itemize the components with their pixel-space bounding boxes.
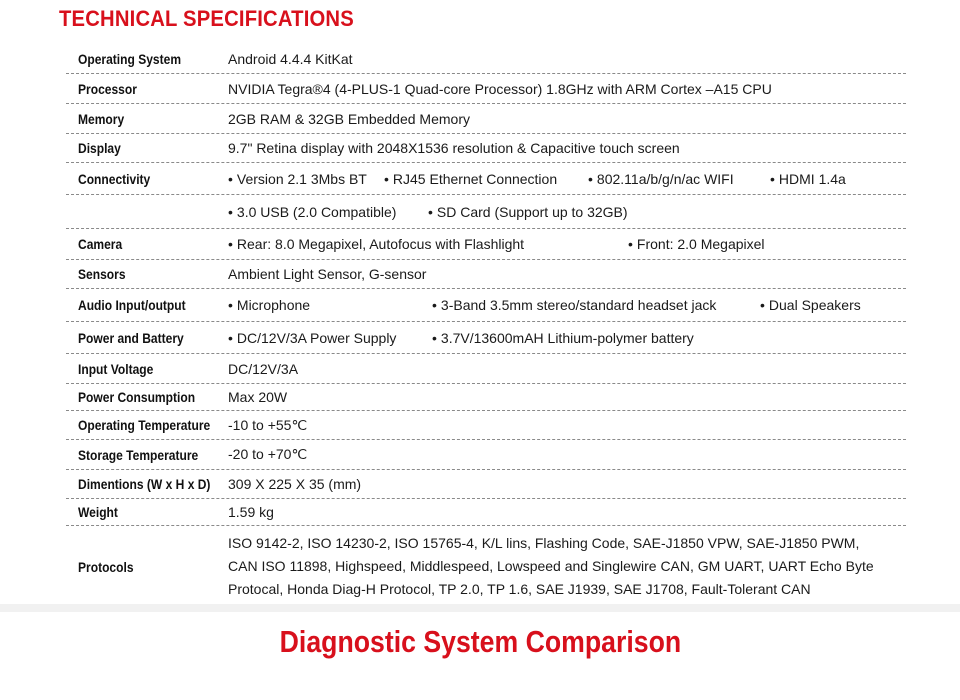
- spec-value: Android 4.4.4 KitKat: [228, 50, 353, 67]
- spec-label: Input Voltage: [78, 360, 154, 377]
- spec-value: Ambient Light Sensor, G-sensor: [228, 266, 427, 282]
- spec-label: Power and Battery: [78, 329, 184, 346]
- spec-label: Sensors: [78, 266, 126, 282]
- spec-row-input-voltage: [66, 354, 906, 384]
- protocol-line: ISO 9142-2, ISO 14230-2, ISO 15765-4, K/L lins, Flashing Code, SAE-J1850 VPW, SAE-J1850 PWM,: [228, 535, 860, 551]
- spec-label: Protocols: [78, 558, 134, 575]
- page-title: TECHNICAL SPECIFICATIONS: [59, 6, 354, 31]
- spec-row-connectivity-cont: [66, 195, 906, 229]
- spec-row-protocols: [66, 526, 906, 607]
- spec-row-weight: [66, 499, 906, 526]
- spec-label: Audio Input/output: [78, 297, 186, 313]
- spec-label: Operating Temperature: [78, 417, 211, 433]
- spec-label: Storage Temperature: [78, 446, 199, 463]
- spec-value: 309 X 225 X 35 (mm): [228, 476, 362, 492]
- spec-label: Weight: [78, 504, 118, 520]
- spec-bullet-item: • 3.0 USB (2.0 Compatible): [228, 195, 396, 228]
- spec-bullet-item: • Dual Speakers: [760, 289, 861, 321]
- spec-label: Processor: [78, 80, 137, 97]
- spec-label: Memory: [78, 110, 125, 127]
- spec-bullet-item: • Rear: 8.0 Megapixel, Autofocus with Flashlight: [228, 229, 524, 259]
- spec-bullet-item: • SD Card (Support up to 32GB): [428, 195, 628, 228]
- spec-bullet-item: • 802.11a/b/g/n/ac WIFI: [588, 163, 734, 194]
- section-heading: [0, 624, 960, 660]
- spec-label: Operating System: [78, 50, 182, 67]
- spec-label: Connectivity: [78, 170, 151, 187]
- spec-bullet-item: • Version 2.1 3Mbs BT: [228, 163, 367, 194]
- spec-row-audio: [66, 289, 906, 322]
- spec-row-camera: [66, 229, 906, 260]
- spec-row-os: [66, 44, 906, 74]
- spec-label: Camera: [78, 236, 123, 252]
- spec-label: Power Consumption: [78, 389, 196, 405]
- spec-bullet-item: • Microphone: [228, 289, 310, 321]
- spec-row-memory: [66, 104, 906, 134]
- spec-value: [228, 526, 874, 607]
- spec-row-storage-temp: [66, 440, 906, 470]
- spec-value: 1.59 kg: [228, 504, 274, 520]
- protocol-line: Protocal, Honda Diag-H Protocol, TP 2.0, TP 1.6, SAE J1939, SAE J1708, Fault-Tolerant CAN: [228, 581, 811, 597]
- spec-value: NVIDIA Tegra®4 (4-PLUS-1 Quad-core Processor) 1.8GHz with ARM Cortex –A15 CPU: [228, 80, 772, 97]
- spec-label: Display: [78, 140, 121, 156]
- spec-table: [66, 44, 906, 607]
- spec-row-operating-temp: [66, 411, 906, 440]
- spec-value: -20 to +70℃: [228, 446, 308, 462]
- spec-value: 2GB RAM & 32GB Embedded Memory: [228, 110, 470, 127]
- spec-bullet-item: • HDMI 1.4a: [770, 163, 846, 194]
- protocol-line: CAN ISO 11898, Highspeed, Middlespeed, Lowspeed and Singlewire CAN, GM UART, UART Echo Byte: [228, 558, 874, 574]
- spec-value: DC/12V/3A: [228, 360, 299, 377]
- spec-label: Dimentions (W x H x D): [78, 476, 211, 492]
- spec-row-dimensions: [66, 470, 906, 499]
- spec-value: -10 to +55℃: [228, 416, 308, 433]
- spec-value: Max 20W: [228, 389, 288, 405]
- spec-value: 9.7" Retina display with 2048X1536 resolution & Capacitive touch screen: [228, 140, 680, 156]
- spec-row-power-consumption: [66, 384, 906, 411]
- spec-bullet-item: • DC/12V/3A Power Supply: [228, 322, 396, 353]
- spec-row-power: [66, 322, 906, 354]
- spec-bullet-item: • Front: 2.0 Megapixel: [628, 229, 765, 259]
- section-divider: [0, 604, 960, 612]
- spec-bullet-item: • 3.7V/13600mAH Lithium-polymer battery: [432, 322, 694, 353]
- spec-row-sensors: [66, 260, 906, 289]
- spec-row-display: [66, 134, 906, 163]
- spec-row-connectivity: [66, 163, 906, 195]
- spec-row-processor: [66, 74, 906, 104]
- spec-bullet-item: • 3-Band 3.5mm stereo/standard headset jack: [432, 289, 716, 321]
- spec-bullet-item: • RJ45 Ethernet Connection: [384, 163, 557, 194]
- section-heading-text: Diagnostic System Comparison: [279, 624, 681, 659]
